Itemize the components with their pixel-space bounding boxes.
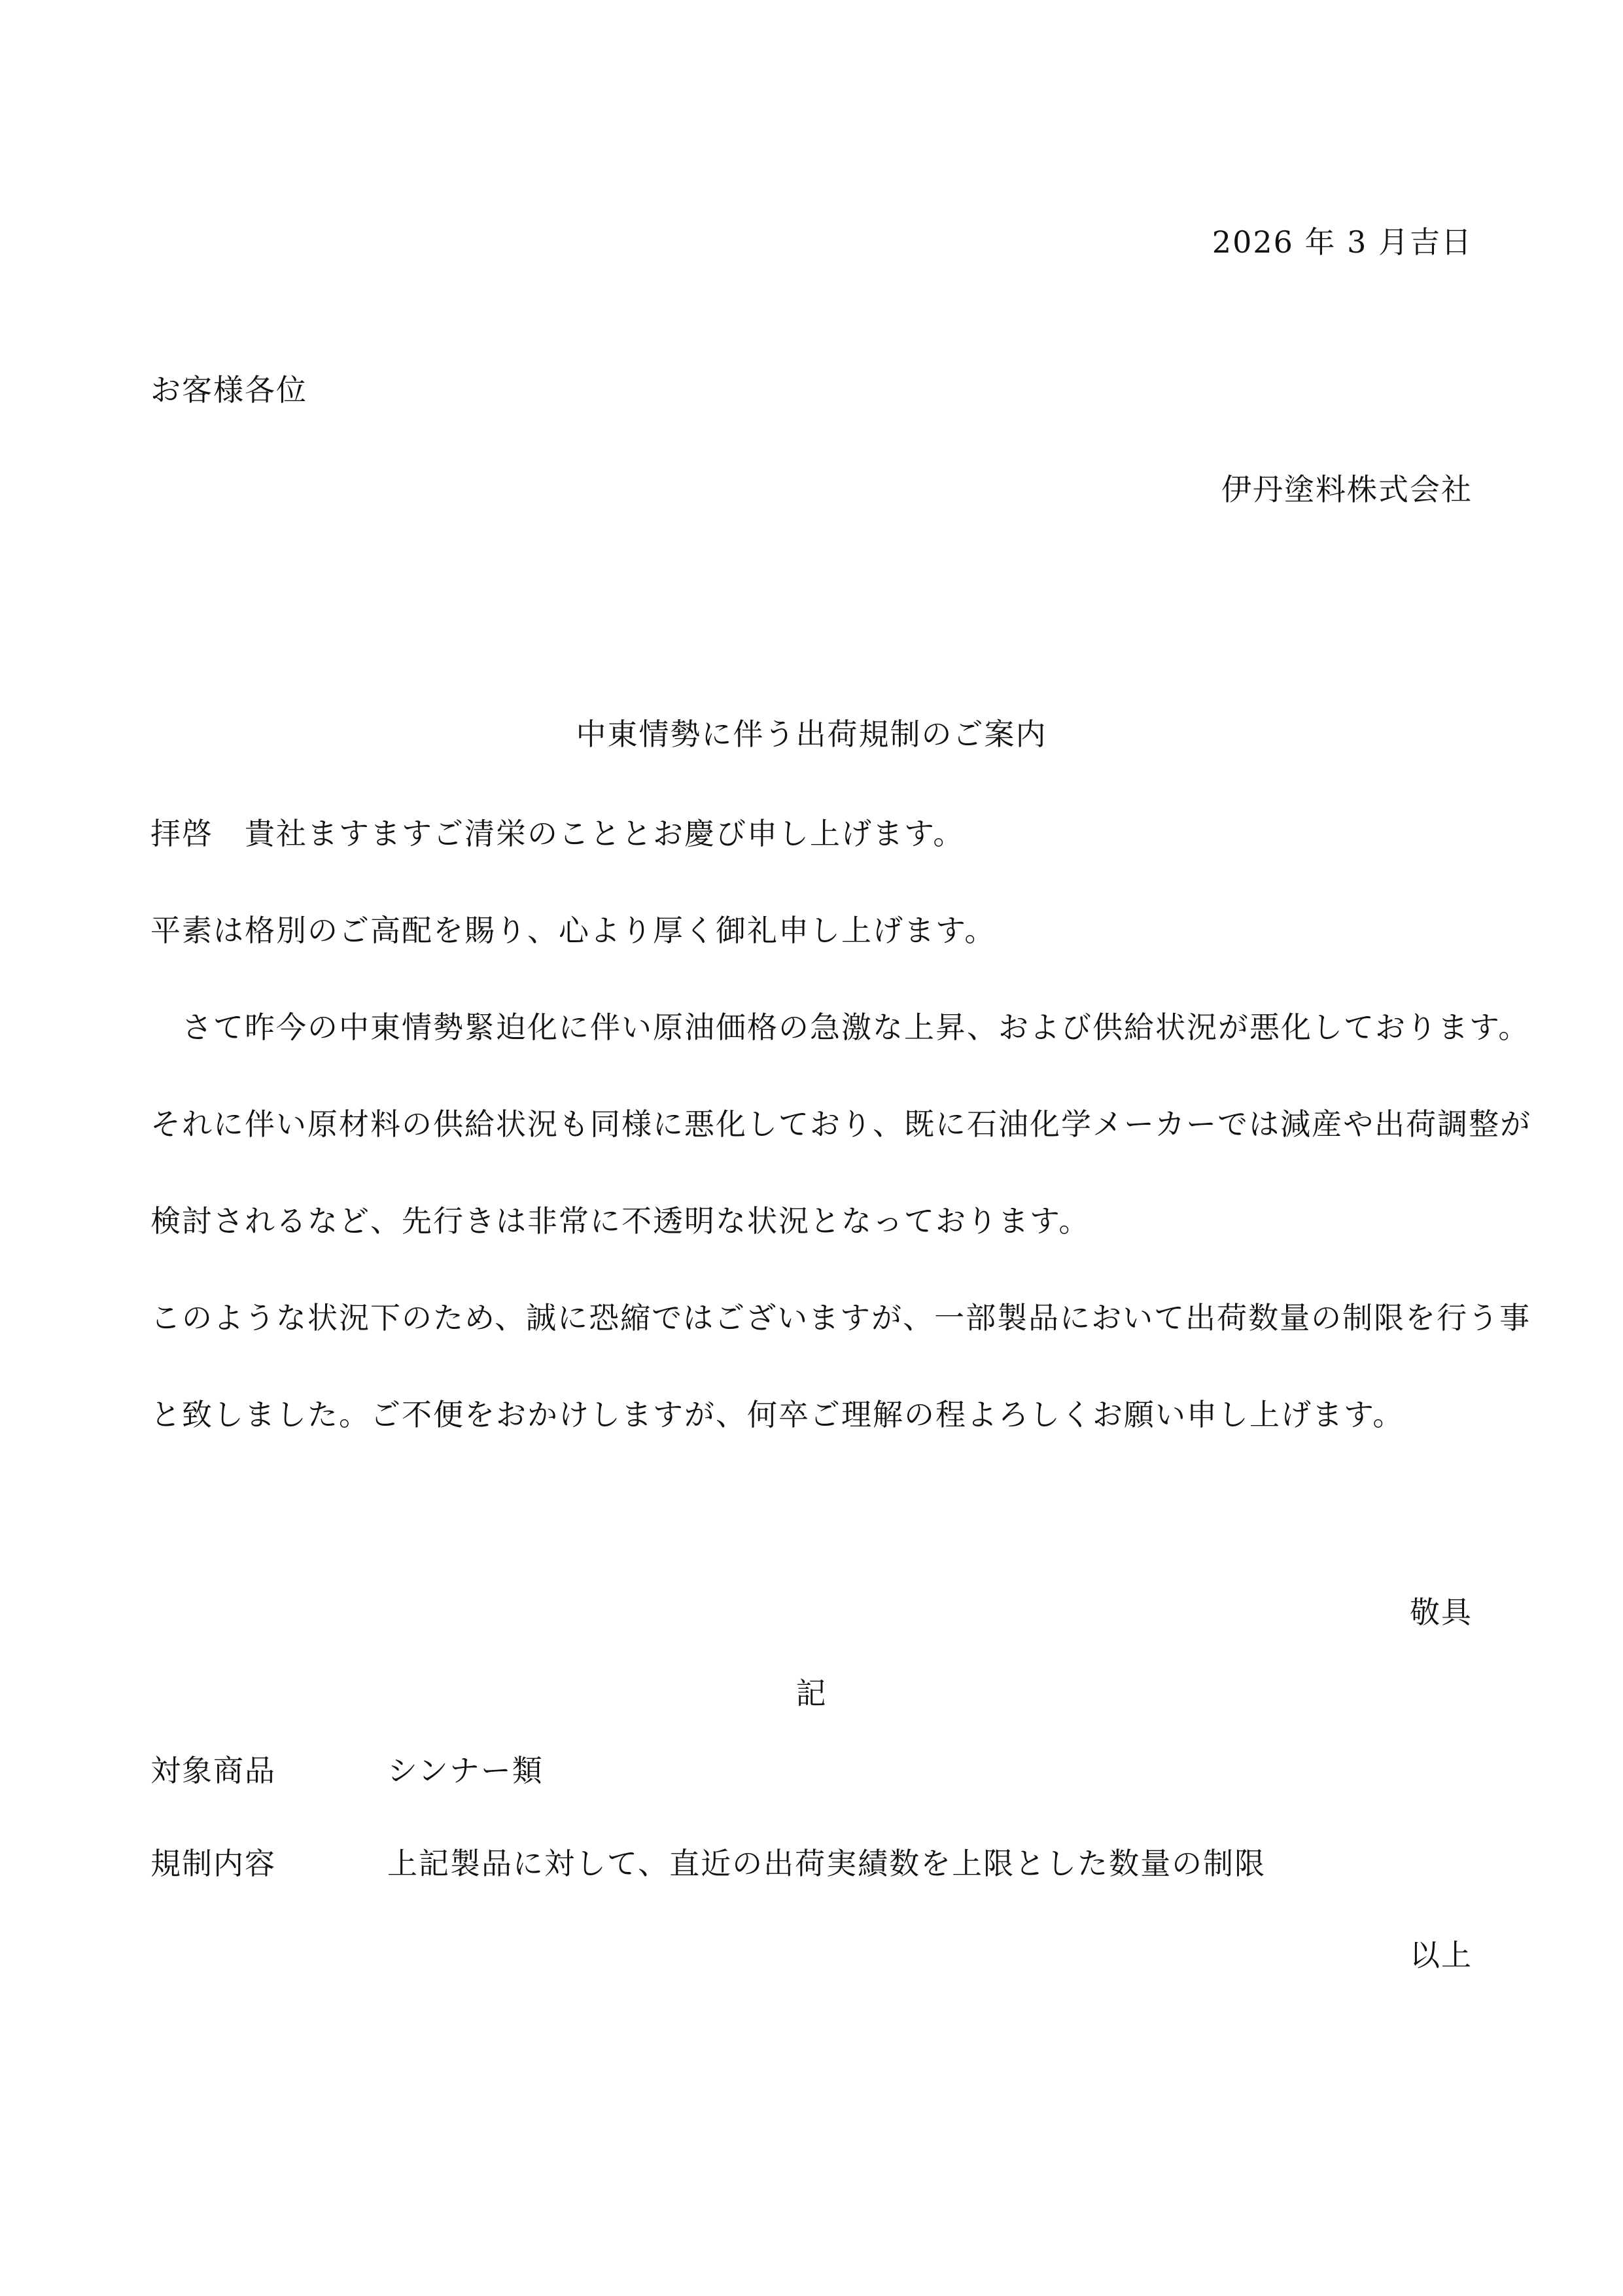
body-line: それに伴い原材料の供給状況も同様に悪化しており、既に石油化学メーカーでは減産や出荷調整が <box>150 1106 1532 1142</box>
greeting-paragraph: 拝啓 貴社ますますご清栄のこととお慶び申し上げます。 <box>150 816 965 851</box>
letter-title: 中東情勢に伴う出荷規制のご案内 <box>576 716 1047 752</box>
body-line: 検討されるなど、先行きは非常に不透明な状況となっております。 <box>150 1203 1091 1239</box>
detail-value: 上記製品に対して、直近の出荷実績数を上限とした数量の制限 <box>387 1846 1266 1881</box>
notice-heading: 記 <box>795 1676 828 1711</box>
recipient: お客様各位 <box>150 372 307 408</box>
body-line: さて昨今の中東情勢緊迫化に伴い原油価格の急激な上昇、および供給状況が悪化しております。 <box>150 1010 1530 1045</box>
body-line: このような状況下のため、誠に恐縮ではございますが、一部製品において出荷数量の制限を行う事 <box>150 1300 1531 1335</box>
closing-phrase: 敬具 <box>1410 1595 1473 1630</box>
detail-label: 規制内容 <box>150 1846 276 1881</box>
letter-date: 2026 年 3 月吉日 <box>1212 224 1473 260</box>
detail-label: 対象商品 <box>150 1753 276 1788</box>
thanks-paragraph: 平素は格別のご高配を賜り、心より厚く御礼申し上げます。 <box>150 913 996 948</box>
body-line: と致しました。ご不便をおかけしますが、何卒ご理解の程よろしくお願い申し上げます。 <box>150 1397 1405 1432</box>
sender-company: 伊丹塗料株式会社 <box>1221 472 1473 507</box>
end-mark: 以上 <box>1410 1937 1473 1973</box>
detail-value: シンナー類 <box>387 1753 544 1788</box>
